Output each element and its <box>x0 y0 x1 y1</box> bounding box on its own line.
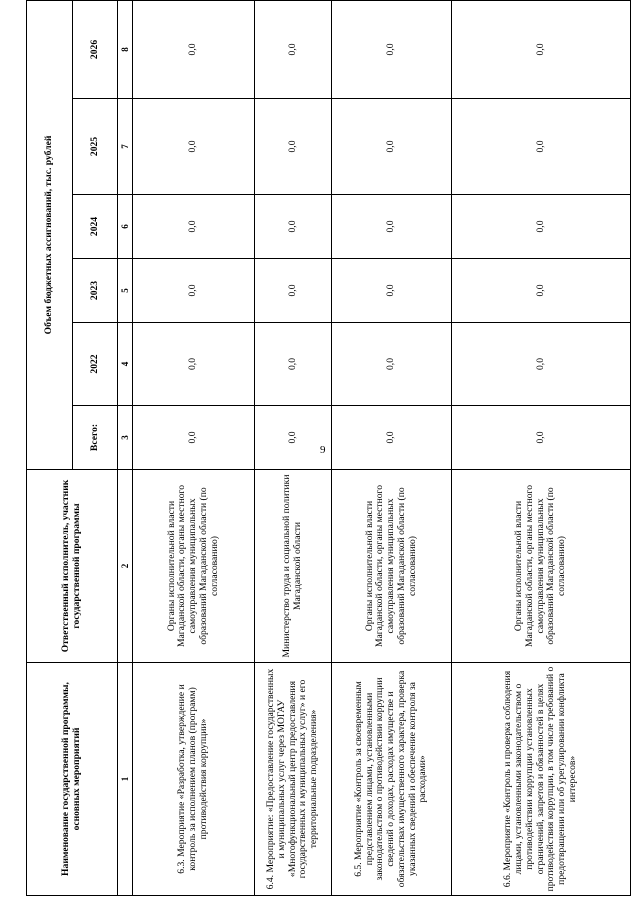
column-number: 1 <box>118 663 133 896</box>
column-number: 8 <box>118 0 133 98</box>
row-executor: Органы исполнительной власти Магаданской области, органы местного самоуправления муниципальных образований Магаданской области (по согласованию) <box>133 470 255 663</box>
row-value: 0,0 <box>255 99 332 195</box>
row-value: 0,0 <box>133 99 255 195</box>
row-value: 0,0 <box>332 259 452 323</box>
row-value: 0,0 <box>332 406 452 470</box>
header-year: 2026 <box>73 0 118 98</box>
row-executor: Органы исполнительной власти Магаданской области, органы местного самоуправления муниципальных образований Магаданской области (по согласованию) <box>452 470 631 663</box>
row-value: 0,0 <box>452 406 631 470</box>
column-number: 2 <box>118 470 133 663</box>
row-value: 0,0 <box>255 259 332 323</box>
page-number: 9 <box>320 444 326 456</box>
row-value: 0,0 <box>133 323 255 406</box>
row-executor: Органы исполнительной власти Магаданской области, органы местного самоуправления муниципальных образований Магаданской области (по согласованию) <box>332 470 452 663</box>
header-year: 2023 <box>73 259 118 323</box>
row-name: 6.3. Мероприятие «Разработка, утверждение и контроль за исполнением планов (программ) противодействия коррупции» <box>133 663 255 896</box>
row-name: 6.6. Мероприятие «Контроль и проверка соблюдения лицами, установленными законодательством о противодействии коррупции установленных ограничений, запретов и обязанностей в целях противодействия коррупции, в том числе требований о предотвращении или об урегулировании конфликта интересов» <box>452 663 631 896</box>
row-value: 0,0 <box>133 259 255 323</box>
table-row <box>452 0 631 895</box>
row-value: 0,0 <box>332 0 452 98</box>
row-executor: Министерство труда и социальной политики Магаданской области <box>255 470 332 663</box>
row-value: 0,0 <box>452 195 631 259</box>
header-year: 2022 <box>73 323 118 406</box>
row-value: 0,0 <box>255 406 332 470</box>
header-executor: Ответственный исполнитель, участник государственной программы <box>27 470 118 663</box>
row-value: 0,0 <box>332 99 452 195</box>
row-value: 0,0 <box>332 195 452 259</box>
row-value: 0,0 <box>255 195 332 259</box>
row-name: 6.4. Мероприятие: «Предоставление государственных и муниципальных услуг через МОГАУ «Многофункциональный центр предоставления государственных и муниципальных услуг» и его территориальные подразделения» <box>255 663 332 896</box>
rotated-table-container <box>26 1 631 896</box>
column-number: 5 <box>118 259 133 323</box>
row-name: 6.5. Мероприятие «Контроль за своевременным представлением лицами, установленными законодательством о противодействии коррупции сведений о доходах, расходах имуществе и обязательствах имущественного характера, проверка указанных сведений и обеспечение контроля за расходами» <box>332 663 452 896</box>
row-value: 0,0 <box>133 0 255 98</box>
row-value: 0,0 <box>255 323 332 406</box>
header-year: 2024 <box>73 195 118 259</box>
table-row <box>255 0 332 895</box>
row-value: 0,0 <box>133 406 255 470</box>
budget-table <box>26 0 631 896</box>
row-value: 0,0 <box>452 259 631 323</box>
row-value: 0,0 <box>133 195 255 259</box>
header-row-1 <box>27 0 73 895</box>
row-value: 0,0 <box>255 0 332 98</box>
column-number: 6 <box>118 195 133 259</box>
column-number: 3 <box>118 406 133 470</box>
row-value: 0,0 <box>452 99 631 195</box>
header-total: Всего: <box>73 406 118 470</box>
table-row <box>133 0 255 895</box>
row-value: 0,0 <box>452 323 631 406</box>
column-number-row <box>118 0 133 895</box>
row-value: 0,0 <box>332 323 452 406</box>
header-budget: Объем бюджетных ассигнований, тыс. рублей <box>27 0 73 469</box>
table-row <box>332 0 452 895</box>
header-name: Наименование государственной программы, основных мероприятий <box>27 663 118 896</box>
row-value: 0,0 <box>452 0 631 98</box>
column-number: 4 <box>118 323 133 406</box>
column-number: 7 <box>118 99 133 195</box>
header-year: 2025 <box>73 99 118 195</box>
